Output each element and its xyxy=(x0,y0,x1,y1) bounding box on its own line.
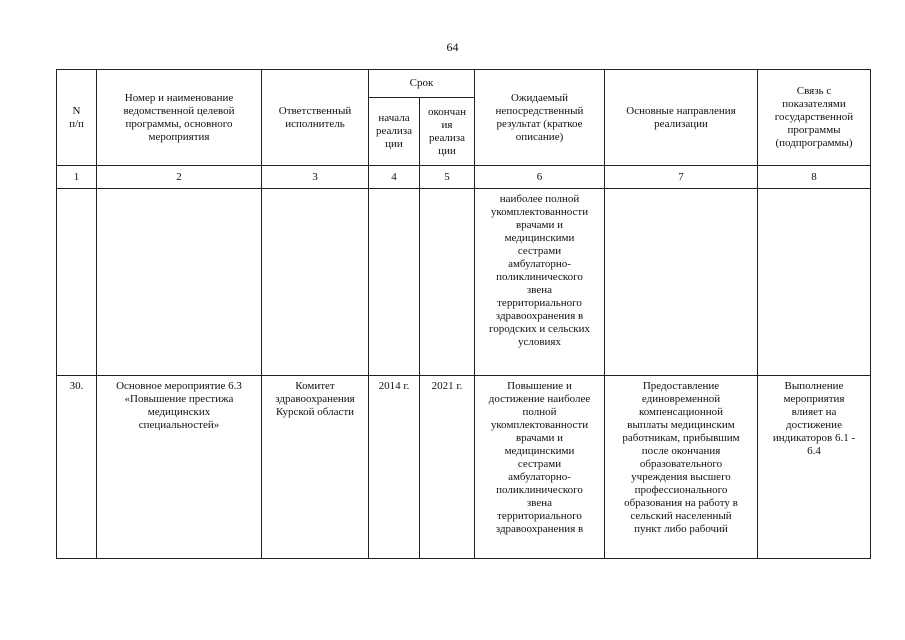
row-responsible xyxy=(262,189,369,376)
row-start xyxy=(369,189,420,376)
header-program: Номер и наименование ведомственной целевой программы, основного мероприятия xyxy=(97,70,262,166)
table-row xyxy=(57,189,871,376)
column-number: 2 xyxy=(97,166,262,189)
page-number: 64 xyxy=(446,40,459,54)
header-start: начала реализа ции xyxy=(369,98,420,166)
program-table xyxy=(56,69,871,559)
column-numbers-row xyxy=(57,166,871,189)
row-responsible: Комитет здравоохранения Курской области xyxy=(262,376,369,559)
column-number: 7 xyxy=(605,166,758,189)
table-row xyxy=(57,376,871,559)
column-number: 1 xyxy=(57,166,97,189)
header-link: Связь с показателями государственной программы (подпрограммы) xyxy=(758,70,871,166)
column-number: 5 xyxy=(420,166,475,189)
column-number: 8 xyxy=(758,166,871,189)
header-directions: Основные направления реализации xyxy=(605,70,758,166)
row-start: 2014 г. xyxy=(369,376,420,559)
row-end: 2021 г. xyxy=(420,376,475,559)
row-num: 30. xyxy=(57,376,97,559)
row-end xyxy=(420,189,475,376)
row-link xyxy=(758,189,871,376)
header-responsible: Ответственный исполнитель xyxy=(262,70,369,166)
header-result: Ожидаемый непосредственный результат (краткое описание) xyxy=(475,70,605,166)
column-number: 3 xyxy=(262,166,369,189)
column-number: 6 xyxy=(475,166,605,189)
row-result: наиболее полной укомплектованности врачами и медицинскими сестрами амбулаторно- поликлинического звена территориального здравоохранения в городских и сельских условиях xyxy=(475,189,605,376)
header-num: N п/п xyxy=(57,70,97,166)
row-directions: Предоставление единовременной компенсационной выплаты медицинским работникам, прибывшим после окончания образовательного учреждения высшего профессионального образования на работу в сельский населенный пункт либо рабочий xyxy=(605,376,758,559)
header-end: окончан ия реализа ции xyxy=(420,98,475,166)
row-directions xyxy=(605,189,758,376)
row-result: Повышение и достижение наиболее полной укомплектованности врачами и медицинскими сестрами амбулаторно- поликлинического звена территориального здравоохранения в xyxy=(475,376,605,559)
header-term: Срок xyxy=(369,70,475,98)
row-program xyxy=(97,189,262,376)
column-number: 4 xyxy=(369,166,420,189)
row-link: Выполнение мероприятия влияет на достижение индикаторов 6.1 - 6.4 xyxy=(758,376,871,559)
row-program: Основное мероприятие 6.3 «Повышение престижа медицинских специальностей» xyxy=(97,376,262,559)
row-num xyxy=(57,189,97,376)
